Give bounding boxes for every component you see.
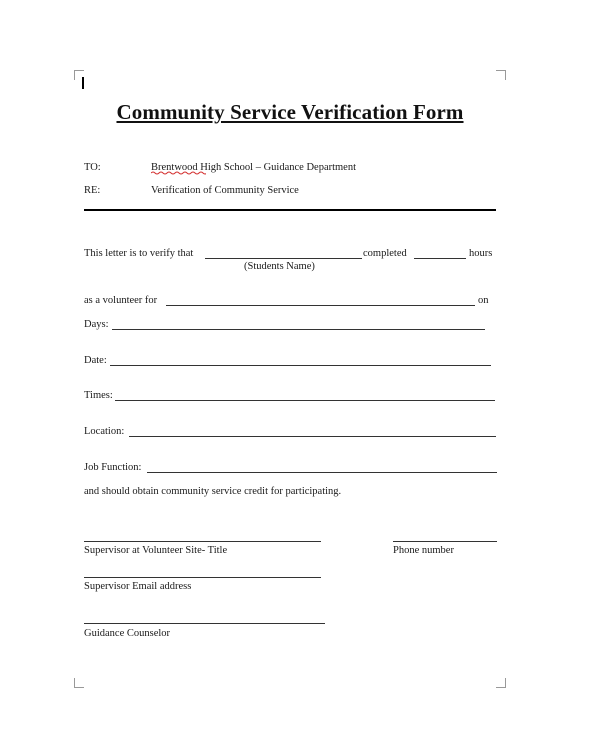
crop-mark-bottom-right bbox=[496, 678, 506, 688]
supervisor-title-label: Supervisor at Volunteer Site- Title bbox=[84, 545, 228, 556]
volunteer-suffix: on bbox=[478, 295, 489, 306]
text-cursor[interactable] bbox=[82, 77, 84, 89]
location-label: Location: bbox=[84, 426, 125, 437]
counselor-signature-line[interactable] bbox=[84, 623, 325, 624]
re-label: RE: bbox=[84, 185, 101, 196]
crop-mark-bottom-left bbox=[74, 678, 84, 688]
supervisor-email-line[interactable] bbox=[84, 577, 321, 578]
days-label: Days: bbox=[84, 319, 109, 330]
date-field[interactable] bbox=[110, 365, 491, 366]
to-school-name: Brentwood bbox=[151, 162, 198, 173]
verify-hours: hours bbox=[469, 248, 493, 259]
date-label: Date: bbox=[84, 355, 107, 366]
re-value: Verification of Community Service bbox=[151, 185, 299, 196]
phone-signature-line[interactable] bbox=[393, 541, 497, 542]
counselor-label: Guidance Counselor bbox=[84, 628, 171, 639]
page-title: Community Service Verification Form bbox=[116, 100, 464, 124]
times-field[interactable] bbox=[115, 400, 495, 401]
organization-field[interactable] bbox=[166, 305, 475, 306]
header-divider bbox=[84, 209, 496, 211]
supervisor-email-label: Supervisor Email address bbox=[84, 581, 192, 592]
to-label: TO: bbox=[84, 162, 101, 173]
to-department: High School – Guidance Department bbox=[197, 162, 357, 173]
spellcheck-underline bbox=[151, 171, 206, 175]
location-field[interactable] bbox=[129, 436, 496, 437]
verify-prefix: This letter is to verify that bbox=[84, 248, 194, 259]
hours-field[interactable] bbox=[414, 258, 466, 259]
job-function-label: Job Function: bbox=[84, 462, 142, 473]
days-field[interactable] bbox=[112, 329, 485, 330]
credit-statement: and should obtain community service credit for participating. bbox=[84, 486, 342, 497]
job-function-field[interactable] bbox=[147, 472, 497, 473]
student-name-field[interactable] bbox=[205, 258, 362, 259]
student-name-caption: (Students Name) bbox=[244, 261, 315, 272]
volunteer-prefix: as a volunteer for bbox=[84, 295, 158, 306]
phone-label: Phone number bbox=[393, 545, 454, 556]
times-label: Times: bbox=[84, 390, 113, 401]
verify-completed: completed bbox=[363, 248, 407, 259]
crop-mark-top-right bbox=[496, 70, 506, 80]
supervisor-signature-line[interactable] bbox=[84, 541, 321, 542]
